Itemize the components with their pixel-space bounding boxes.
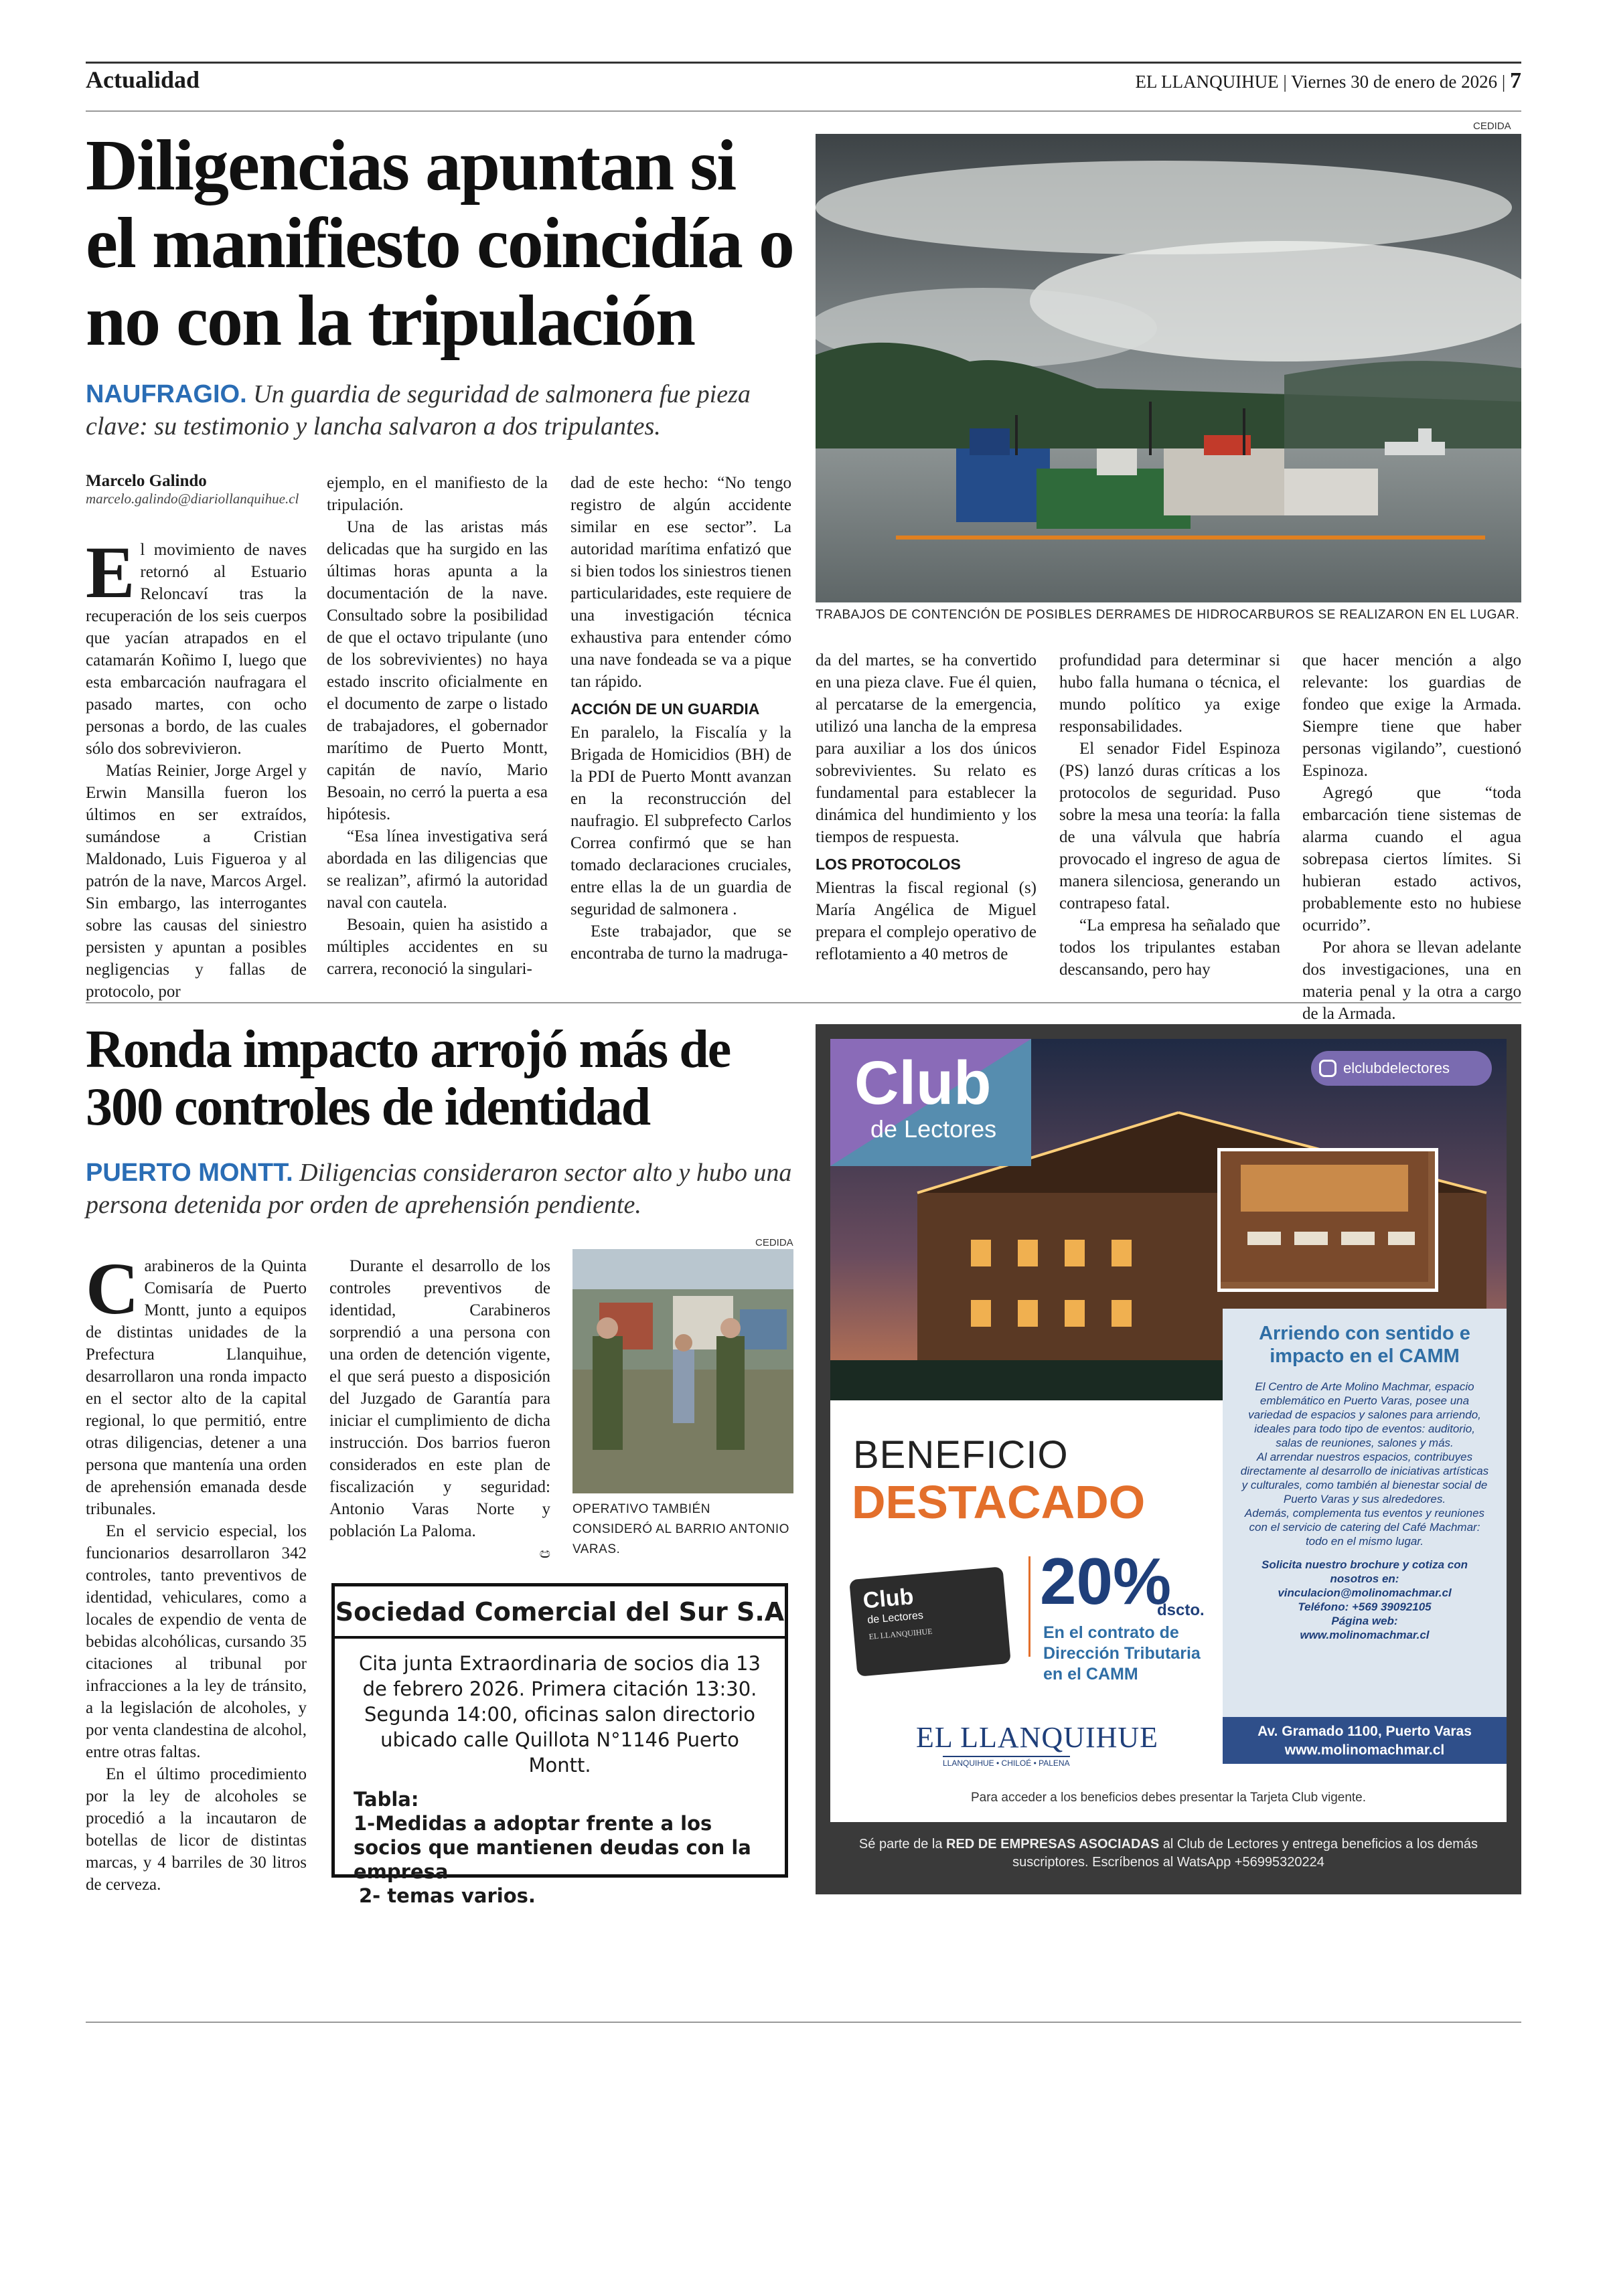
article2-column-2 — [329, 1255, 550, 1564]
panel-text: Además, complementa tus eventos y reuniones con el servicio de catering del Café Machmar: todo en el mismo lugar. — [1244, 1507, 1485, 1548]
ad-bottom-pre: Sé parte de la — [858, 1837, 947, 1852]
ad-footnote: Para acceder a los beneficios debes presentar la Tarjeta Club vigente. — [970, 1791, 1367, 1805]
notice-body: Cita junta Extraordinaria de socios dia 13 de febrero 2026. Primera citación 13:30. Segunda 14:00, oficinas salon directorio ubicado calle Quillota N°1146 Puerto Montt. — [359, 1652, 761, 1777]
ad-club-title: Club — [854, 1049, 992, 1117]
article1-paragraph: ejemplo, en el manifiesto de la tripulación. — [327, 474, 548, 514]
notice-agenda-label: Tabla: — [354, 1788, 419, 1811]
masthead: EL LLANQUIHUE | Viernes 30 de enero de 2026 | 7 — [1135, 68, 1521, 93]
section-label: Actualidad — [86, 66, 200, 93]
article1-paragraph: que hacer mención a algo relevante: los guardias de fondeo que exige la Armada. Siempre tiene que haber personas vigilando”, cuestionó Espinoza. — [1302, 651, 1521, 780]
article1-paragraph: En paralelo, la Fiscalía y la Brigada de Homicidios (BH) de la PDI de Puerto Montt avanzan en la reconstrucción del naufragio. El subprefecto Carlos Correa confirmó que se han tomado declaraciones cruciales, entre ellas la de un guardia de seguridad de salmonera . — [570, 724, 791, 918]
ad-contract: En el contrato de Dirección Tributaria en el CAMM — [1043, 1623, 1201, 1684]
instagram-icon — [1319, 1060, 1336, 1077]
article-divider — [86, 1002, 1521, 1003]
article1-paragraph: Besoain, quien ha asistido a múltiples accidentes en su carrera, reconoció la singulari- — [327, 916, 548, 978]
article1-paragraph: da del martes, se ha convertido en una pieza clave. Fue él quien, al percatarse de la emergencia, utilizó una lancha de la empresa para auxiliar a los dos únicos sobrevivientes. Su relato es fundamental para establecer la dinámica del hundimiento y los tiempos de respuesta. — [816, 651, 1037, 846]
police-photo — [572, 1249, 793, 1493]
article2-paragraph: En el servicio especial, los funcionarios desarrollaron 342 controles, tanto preventivos de identidad, vehiculares, como a locales de expendio de venta de bebidas alcohólicas, cursando 35 citaciones al tribunal por infracciones a la ley de tránsito, a la legislación de alcoholes, y por venta clandestina de alcohol, entre otras faltas. — [86, 1522, 307, 1761]
card-paper: EL LLANQUIHUE — [868, 1626, 933, 1642]
header-rule — [86, 110, 1521, 112]
article1-kicker-tag: NAUFRAGIO. — [86, 380, 247, 408]
ad-bottom-post: al Club de Lectores y entrega beneficios a los demás suscriptores. Escríbenos al WatsApp +56995320224 — [1012, 1837, 1478, 1870]
article2-column-1 — [86, 1248, 307, 1896]
ad-bottom-text — [856, 1835, 1481, 1872]
card-club: Club — [862, 1584, 915, 1614]
address-bar — [1223, 1717, 1507, 1764]
article1-column-5 — [1059, 649, 1280, 981]
subhead-protocolos: LOS PROTOCOLOS — [816, 855, 961, 873]
article1-paragraph: Este trabajador, que se encontraba de turno la madruga- — [570, 922, 791, 963]
notice-agenda-item: 2- temas varios. — [359, 1884, 536, 1907]
ad-logo-sub: LLANQUIHUE • CHILOÉ • PALENA — [943, 1756, 1070, 1768]
article2-paragraph: Durante el desarrollo de los controles preventivos de identidad, Carabineros sorprendió a una persona con una orden de detención vigente, el que será puesto a disposición del Juzgado de Garantía para iniciar el cumplimiento de dicha instrucción. Dos barrios fueron considerados en este plan de fiscalización y seguridad: Antonio Varas Norte y población La Paloma. — [329, 1257, 550, 1540]
panel-phone: Teléfono: +569 39092105 — [1298, 1601, 1432, 1613]
panel-title: Arriendo con sentido e impacto en el CAMM — [1259, 1323, 1470, 1367]
page-number: 7 — [1510, 68, 1521, 93]
ad-bottom-bold: RED DE EMPRESAS ASOCIADAS — [946, 1837, 1160, 1852]
article1-column-6 — [1302, 649, 1521, 1047]
panel-web-label: Página web: — [1331, 1615, 1398, 1627]
article1-paragraph: Por ahora se llevan adelante dos investigaciones, una en materia penal y la otra a cargo de la Armada. — [1302, 938, 1521, 1023]
ad-separator — [1028, 1556, 1030, 1657]
photo1-caption: TRABAJOS DE CONTENCIÓN DE POSIBLES DERRAMES DE HIDROCARBUROS SE REALIZARON EN EL LUGAR. — [816, 608, 1520, 622]
panel-text: Al arrendar nuestros espacios, contribuyes directamente al desarrollo de iniciativas artísticas y culturales, como también al bienestar social de Puerto Varas y sus alrededores. — [1240, 1451, 1489, 1505]
panel-cta: Solicita nuestro brochure y cotiza con nosotros en: — [1261, 1558, 1468, 1585]
ad-club-subtitle: de Lectores — [870, 1115, 997, 1143]
byline-block — [86, 472, 313, 507]
notice-agenda — [354, 1787, 766, 1908]
end-mark-icon: ඏ — [539, 1545, 550, 1561]
photo2-caption: OPERATIVO TAMBIÉN CONSIDERÓ AL BARRIO ANTONIO VARAS. — [572, 1502, 789, 1556]
article1-paragraph: Agregó que “toda embarcación tiene sistemas de alarma cuando el agua sobrepasa ciertos límites. Si hubieran estado activos, probablemente esto no hubiese ocurrido”. — [1302, 784, 1521, 934]
photo1-credit: CEDIDA — [1473, 120, 1511, 132]
article2-paragraph: arabineros de la Quinta Comisaría de Puerto Montt, junto a equipos de distintas unidades de la Prefectura Llanquihue, desarrollaron una ronda impacto en el sector alto de la capital regional, lo que permitió, entre otras diligencias, detener a una persona que mantenía una orden de aprehensión emanada desde tribunales. — [86, 1257, 307, 1518]
photo2-credit: CEDIDA — [755, 1237, 793, 1248]
article1-kicker-text: Un guardia de seguridad de salmonera fue pieza clave: su testimonio y lancha salvaron a dos tripulantes. — [86, 380, 751, 440]
boats-photo — [816, 134, 1521, 602]
card-subtitle: de Lectores — [866, 1609, 924, 1627]
ad-percent: 20% — [1040, 1544, 1172, 1618]
article1-kicker — [86, 378, 795, 442]
ad-destacado: DESTACADO — [852, 1476, 1146, 1528]
panel-email[interactable]: vinculacion@molinomachmar.cl — [1278, 1586, 1452, 1599]
article1-column-2 — [327, 472, 548, 980]
article1-paragraph: Matías Reinier, Jorge Argel y Erwin Mansilla fueron los últimos en ser extraídos, sumándose a Cristian Maldonado, Luis Figueroa y al patrón de la nave, Marcos Argel. Sin embargo, las interrogantes sobre las causas del siniestro persisten y apuntan a posibles negligencias y fallas de protocolo, por — [86, 762, 307, 1001]
article2-headline: Ronda impacto arrojó más de 300 controles de identidad — [86, 1020, 731, 1137]
article1-headline: Diligencias apuntan si el manifiesto coincidía o no con la tripulación — [86, 126, 793, 361]
panel-web[interactable]: www.molinomachmar.cl — [1300, 1629, 1430, 1641]
article1-paragraph: profundidad para determinar si hubo falla humana o técnica, el mundo político ya exige responsabilidades. — [1059, 651, 1280, 736]
ad-dscto: dscto. — [1157, 1601, 1205, 1619]
notice-agenda-item: 1-Medidas a adoptar frente a los socios que mantienen deudas con la empresa — [354, 1812, 751, 1883]
article2-paragraph: En el último procedimiento por la ley de alcoholes se procedió a la incautaron de botellas de licor de distintas marcas, y 4 barriles de 30 litros de cerveza. — [86, 1765, 307, 1894]
camm-info-panel — [1223, 1309, 1507, 1764]
byline: Marcelo Galindo — [86, 472, 207, 490]
article1-column-4 — [816, 649, 1037, 965]
legal-notice — [331, 1583, 788, 1907]
article1-paragraph: Mientras la fiscal regional (s) María Angélica de Miguel prepara el complejo operativo de reflotamiento a 40 metros de — [816, 879, 1037, 963]
paper-name: EL LLANQUIHUE — [1135, 72, 1279, 92]
ad-address-web[interactable]: www.molinomachmar.cl — [1284, 1742, 1445, 1758]
article2-dropcap: C — [86, 1248, 139, 1329]
interior-photo — [1217, 1148, 1438, 1292]
ad-logo: EL LLANQUIHUE — [916, 1721, 1159, 1754]
club-lectores-ad — [816, 1024, 1521, 1894]
article1-paragraph: “Esa línea investigativa será abordada en las diligencias que se realizan”, afirmó la autoridad naval con cautela. — [327, 827, 548, 912]
issue-date: Viernes 30 de enero de 2026 — [1291, 72, 1498, 92]
byline-email: marcelo.galindo@diariollanquihue.cl — [86, 491, 299, 507]
article1-paragraph: “La empresa ha señalado que todos los tripulantes estaban descansando, pero hay — [1059, 916, 1280, 979]
article1-paragraph: dad de este hecho: “No tengo registro de algún accidente similar en ese sector”. La autoridad marítima enfatizó que si bien todos los siniestros tienen particularidades, este requiere de una investigación técnica exhaustiva para entender cómo una nave fondeada se va a pique tan rápido. — [570, 474, 791, 691]
instagram-badge[interactable] — [1311, 1051, 1492, 1086]
article2-kicker-text: Diligencias consideraron sector alto y hubo una persona detenida por orden de aprehensión pendiente. — [86, 1159, 792, 1219]
subhead-accion-guardia: ACCIÓN DE UN GUARDIA — [570, 700, 760, 718]
article1-paragraph: Una de las aristas más delicadas que ha surgido en las últimas horas apunta a la documentación de la nave. Consultado sobre la posibilidad de que el octavo tripulante (uno de los sobrevivientes) no haya estado inscrito oficialmente en el documento de zarpe o listado de trabajadores, el gobernador marítimo de Puerto Montt, capitán de navío, Mario Besoain, no cerró la puerta a esa hipótesis. — [327, 518, 548, 823]
notice-title: Sociedad Comercial del Sur S.A — [335, 1597, 785, 1639]
article1-paragraph: El senador Fidel Espinoza (PS) lanzó duras críticas a los protocolos de seguridad. Puso sobre la mesa una teoría: la falla de una válvula que habría provocado el ingreso de agua de manera silenciosa, generando un contrapeso fatal. — [1059, 740, 1280, 912]
ad-address: Av. Gramado 1100, Puerto Varas — [1257, 1724, 1472, 1739]
club-card — [849, 1566, 1011, 1676]
article1-column-1 — [86, 531, 307, 1003]
ad-beneficio: BENEFICIO — [853, 1433, 1069, 1477]
article2-kicker-tag: PUERTO MONTT. — [86, 1159, 293, 1187]
article1-dropcap: E — [86, 531, 135, 613]
panel-text: El Centro de Arte Molino Machmar, espacio emblemático en Puerto Varas, posee una variedad de espacios y salones para arriendo, ideales para todo tipo de eventos: auditorio, salas de reuniones, salones y más. — [1248, 1380, 1481, 1449]
article2-kicker — [86, 1157, 795, 1221]
instagram-handle: elclubdelectores — [1343, 1060, 1450, 1076]
bottom-rule — [86, 2022, 1521, 2023]
article1-column-3 — [570, 472, 791, 965]
top-rule — [86, 62, 1521, 64]
article1-paragraph: l movimiento de naves retornó al Estuario Reloncaví tras la recuperación de los seis cuerpos que yacían atrapados en el catamarán Koñimo I, luego que esta embarcación naufragara el pasado martes, con ocho personas a bordo, de las cuales sólo dos sobrevivieron. — [86, 541, 307, 758]
